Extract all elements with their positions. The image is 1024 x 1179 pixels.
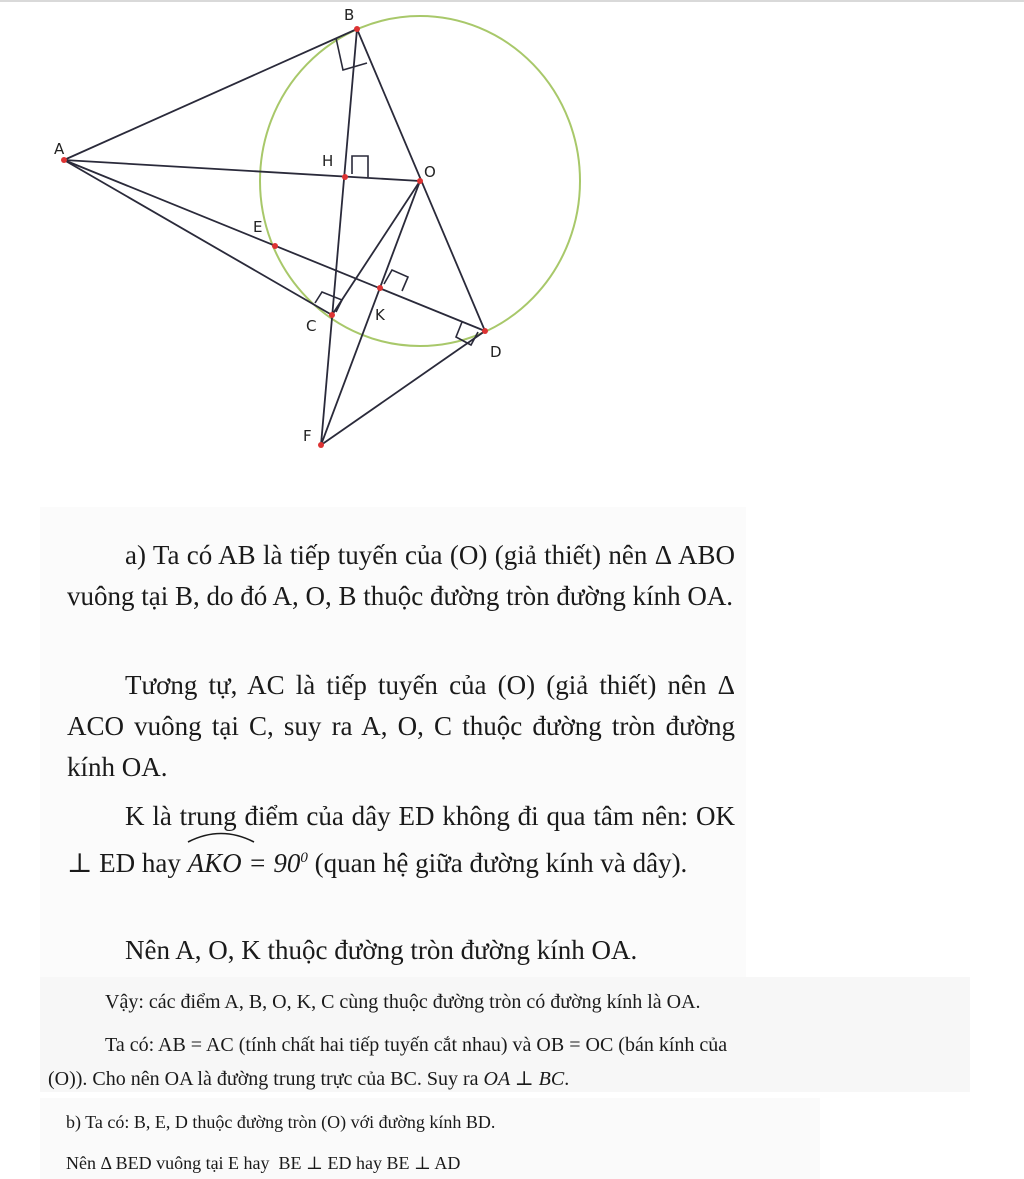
label-d: D — [490, 343, 502, 361]
paragraph-a5: Vậy: các điểm A, B, O, K, C cùng thuộc đường tròn có đường kính là OA. — [105, 991, 701, 1013]
segment-of — [321, 181, 420, 445]
segment-ac — [64, 160, 332, 315]
paragraph-a6-line1: Ta có: AB = AC (tính chất hai tiếp tuyến cắt nhau) và OB = OC (bán kính của — [105, 1034, 728, 1056]
segment-bf — [321, 29, 357, 445]
label-k: K — [375, 306, 385, 324]
geometry-figure — [0, 0, 1024, 505]
label-b: B — [344, 6, 355, 24]
right-angle-marks — [315, 38, 478, 345]
label-f: F — [303, 427, 312, 445]
label-e: E — [253, 218, 263, 236]
label-a: A — [54, 140, 65, 158]
paragraph-a4: Nên A, O, K thuộc đường tròn đường kính OA. — [125, 935, 638, 965]
angle-ako: AKO — [188, 837, 242, 884]
label-o: O — [424, 163, 436, 181]
label-h: H — [322, 152, 334, 170]
paragraph-a3: K là trung điểm của dây ED không đi qua tâm nên: OK ⊥ ED hay AKO = $90^0$ (quan hệ giữa đường kính và dây). — [67, 796, 735, 884]
segment-ao — [64, 160, 420, 181]
angle-value: = $90^0$ — [248, 848, 308, 878]
right-angle-h — [352, 156, 368, 177]
paragraph-a1: a) Ta có AB là tiếp tuyến của (O) (giả thiết) nên Δ ABO vuông tại B, do đó A, O, B thuộc đường tròn đường kính OA. — [67, 540, 735, 611]
paragraph-a6-line2: (O)). Cho nên OA là đường trung trực của BC. Suy ra OA ⊥ BC. — [48, 1068, 570, 1090]
segment-ab — [64, 29, 357, 160]
paragraph-a2: Tương tự, AC là tiếp tuyến của (O) (giả thiết) nên Δ ACO vuông tại C, suy ra A, O, C thuộc đường tròn đường kính OA. — [67, 670, 735, 782]
segment-df — [321, 331, 485, 445]
right-angle-k — [384, 270, 408, 291]
segment-oc — [332, 181, 420, 315]
paragraph-b1: b) Ta có: B, E, D thuộc đường tròn (O) với đường kính BD. — [66, 1112, 496, 1132]
paragraph-b2: Nên Δ BED vuông tại E hay BE ⊥ ED hay BE ⊥ AD — [66, 1153, 461, 1173]
label-c: C — [306, 317, 317, 335]
segments — [64, 29, 485, 445]
point-dots — [61, 26, 488, 448]
